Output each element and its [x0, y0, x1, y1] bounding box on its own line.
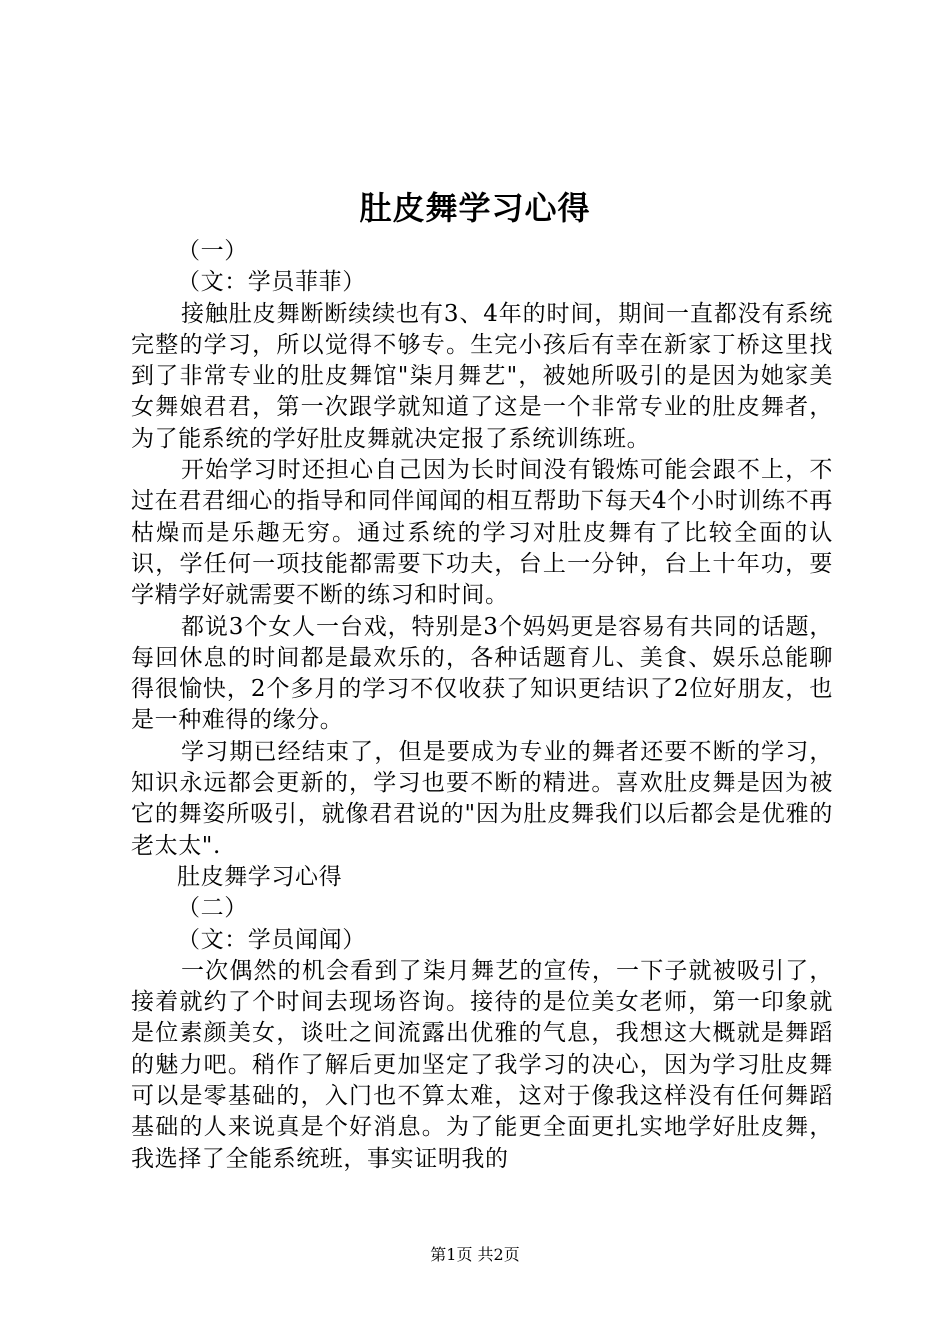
document-body: [131, 236, 833, 1175]
author-line-2: （文：学员闻闻）: [177, 926, 366, 953]
section-number-1: （一）: [177, 238, 248, 264]
section-number-2: （二）: [177, 895, 248, 922]
paragraph-5: 一次偶然的机会看到了柒月舞艺的宣传，一下子就被吸引了，接着就约了个时间去现场咨询。接待的是位美女老师，第一印象就是位素颜美女，谈吐之间流露出优雅的气息，我想这大概就是舞蹈的魅力吧。稍作了解后更加坚定了我学习的决心，因为学习肚皮舞可以是零基础的，入门也不算太难，这对于像我这样没有任何舞蹈基础的人来说真是个好消息。为了能更全面更扎实地学好肚皮舞，我选择了全能系统班，事实证明我的: [131, 957, 833, 1172]
document-title: 肚皮舞学习心得: [359, 189, 591, 227]
paragraph-3: 都说3个女人一台戏，特别是3个妈妈更是容易有共同的话题，每回休息的时间都是最欢乐的，各种话题育儿、美食、娱乐总能聊得很愉快，2个多月的学习不仅收获了知识更结识了2位好朋友，也是一种难得的缘分。: [131, 613, 833, 734]
subtitle-line: 肚皮舞学习心得: [177, 863, 343, 890]
paragraph-2: 开始学习时还担心自己因为长时间没有锻炼可能会跟不上，不过在君君细心的指导和同伴闻闻的相互帮助下每天4个小时训练不再枯燥而是乐趣无穷。通过系统的学习对肚皮舞有了比较全面的认识，学任何一项技能都需要下功夫，台上一分钟，台上十年功，要学精学好就需要不断的练习和时间。: [131, 457, 833, 609]
paragraph-4: 学习期已经结束了，但是要成为专业的舞者还要不断的学习，知识永远都会更新的，学习也要不断的精进。喜欢肚皮舞是因为被它的舞姿所吸引，就像君君说的"因为肚皮舞我们以后都会是优雅的老太太".: [131, 738, 833, 859]
paragraph-1: 接触肚皮舞断断续续也有3、4年的时间，期间一直都没有系统完整的学习，所以觉得不够专。生完小孩后有幸在新家丁桥这里找到了非常专业的肚皮舞馆"柒月舞艺"，被她所吸引的是因为她家美女舞娘君君，第一次跟学就知道了这是一个非常专业的肚皮舞者，为了能系统的学好肚皮舞就决定报了系统训练班。: [131, 300, 833, 452]
page-footer: 第1页 共2页: [430, 1245, 520, 1264]
author-line-1: （文：学员菲菲）: [177, 269, 366, 296]
